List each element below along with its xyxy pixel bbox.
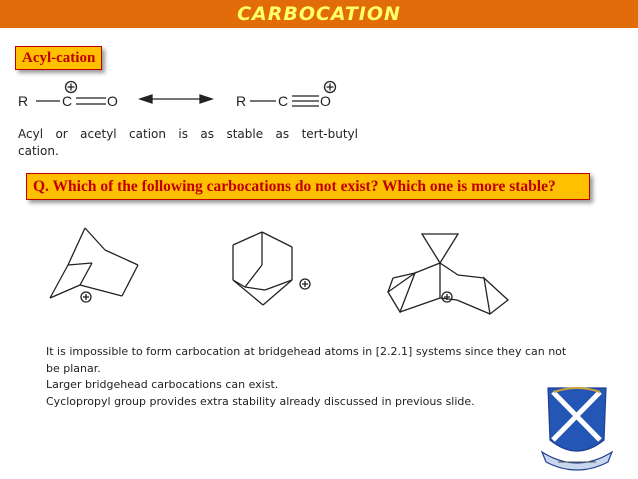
r-label: R [236,93,247,109]
c-label: C [62,93,73,109]
adamantyl-cation-structure [233,232,310,305]
o-label: O [320,93,331,109]
question-box: Q. Which of the following carbocations do not exist? Which one is more stable? [26,173,590,200]
note-line: Larger bridgehead carbocations can exist. [46,378,279,391]
positive-charge-icon [300,279,310,289]
note-line: It is impossible to form carbocation at bridgehead atoms in [2.2.1] systems since they can not be planar. [46,345,567,375]
resonance-arrow-icon [140,95,212,103]
positive-charge-icon [325,82,336,93]
o-label: O [107,93,118,109]
slide-title: CARBOCATION [237,3,401,25]
r-label: R [18,93,29,109]
positive-charge-icon [442,292,452,302]
acyl-cation-tag: Acyl-cation [15,46,102,70]
note-line: Cyclopropyl group provides extra stability already discussed in previous slide. [46,394,475,408]
c-label: C [278,93,289,109]
acyl-stability-note: Acyl or acetyl cation is as stable as tert-butyl cation. [18,127,358,158]
positive-charge-icon [81,292,91,302]
positive-charge-icon [66,82,77,93]
explanation-notes [46,344,576,410]
norbornyl-cation-structure [50,228,138,302]
tricyclopropyl-cation-structure [388,234,508,314]
